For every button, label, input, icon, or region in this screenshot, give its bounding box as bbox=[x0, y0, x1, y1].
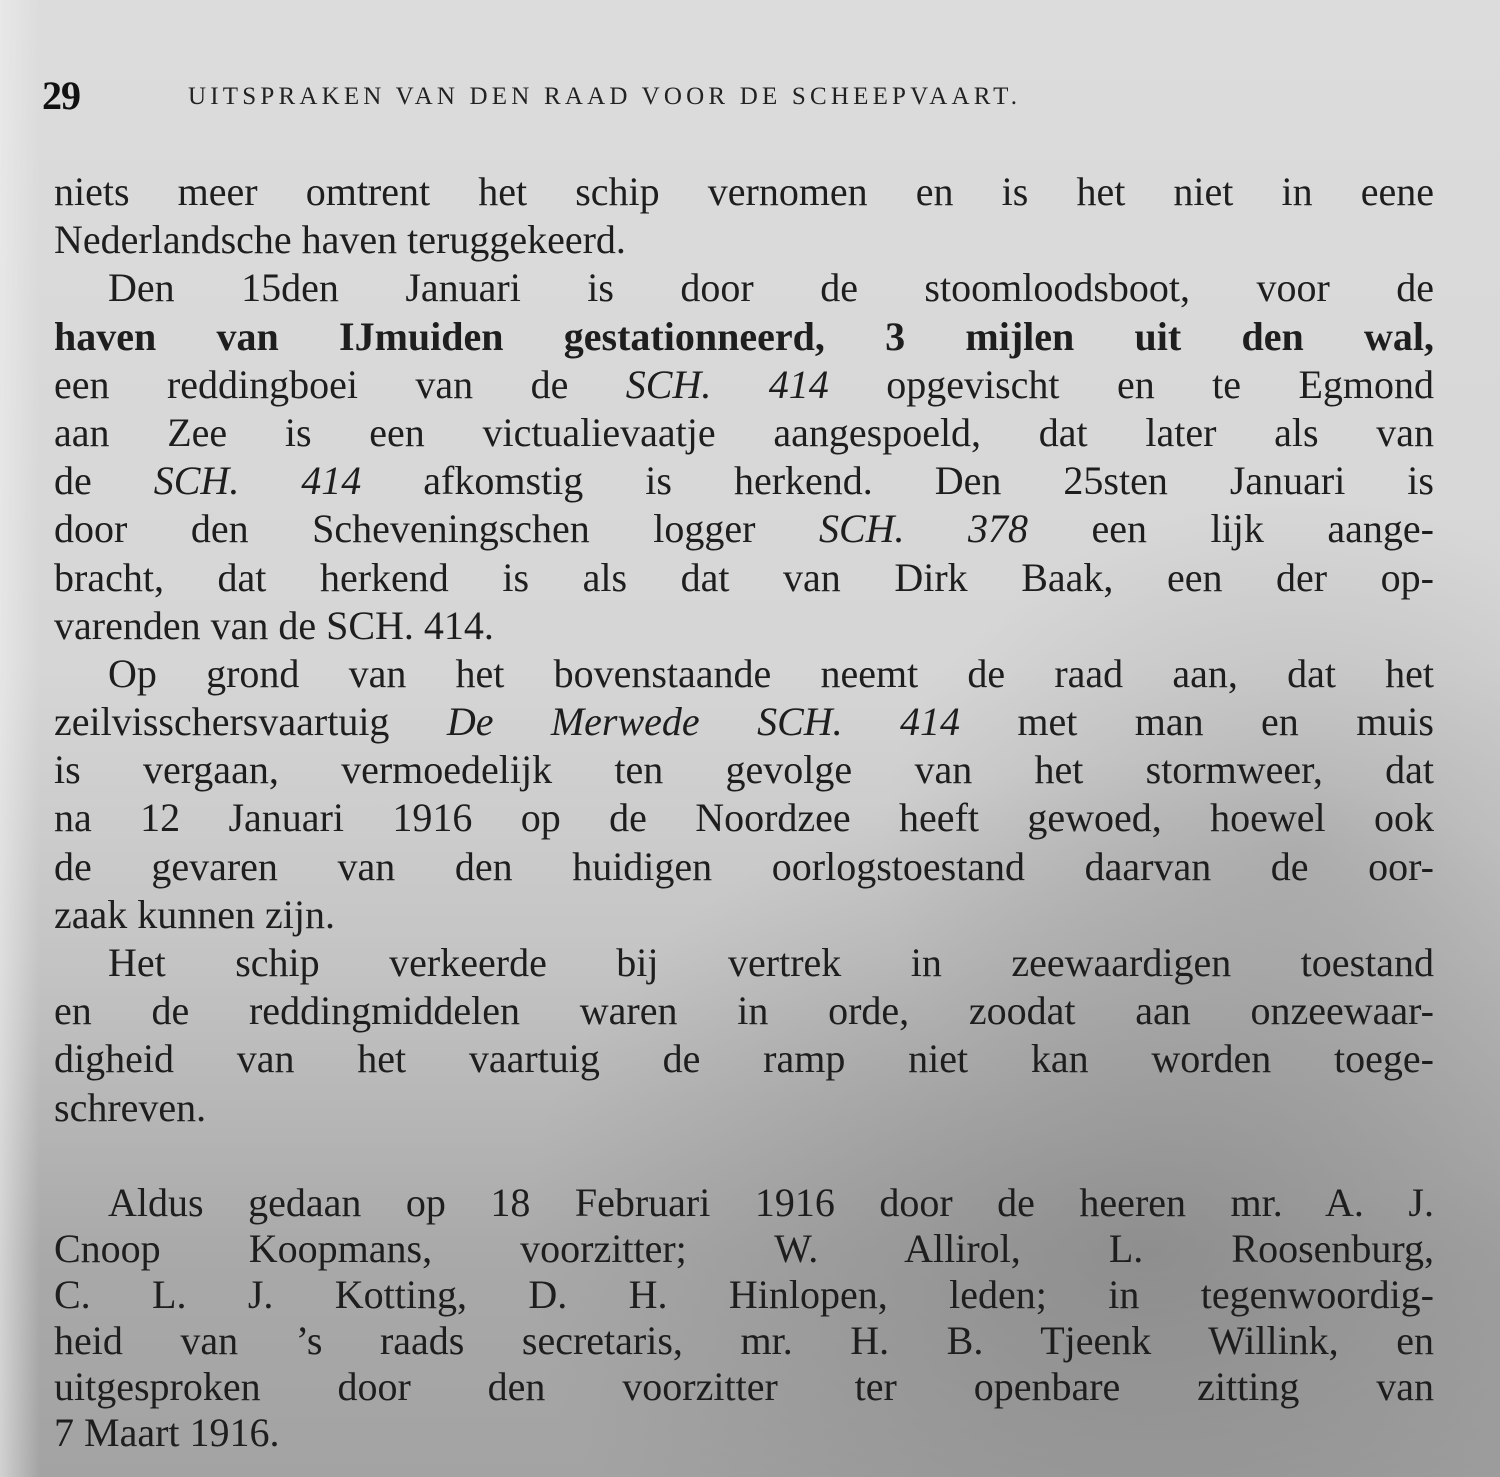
ship-name: De Merwede SCH. 414 bbox=[446, 699, 961, 745]
ship-reference: SCH. 378 bbox=[818, 506, 1029, 552]
text-segment: afkomstig is herkend. Den 25sten Januari is bbox=[361, 458, 1434, 504]
running-title: UITSPRAKEN VAN DEN RAAD VOOR DE SCHEEPVAART. bbox=[188, 83, 1022, 110]
text-line: en de reddingmiddelen waren in orde, zoodat aan onzeewaar- bbox=[54, 988, 1434, 1034]
text-segment: zeilvisschersvaartuig bbox=[54, 699, 447, 745]
paragraph-continuation bbox=[54, 168, 1434, 264]
text-segment: opgevischt en te Egmond bbox=[828, 361, 1434, 407]
text-line: Op grond van het bovenstaande neemt de raad aan, dat het bbox=[108, 650, 1434, 696]
text-line: schreven. bbox=[54, 1084, 207, 1130]
text-line: aan Zee is een victualievaatje aangespoeld, dat later als van bbox=[54, 409, 1434, 455]
text-segment: een lijk aange- bbox=[1028, 506, 1434, 552]
text-line bbox=[54, 361, 1434, 409]
paragraph-seaworthiness bbox=[54, 939, 1434, 1132]
text-line bbox=[54, 457, 1434, 505]
text-line: Het schip verkeerde bij vertrek in zeewaardigen toestand bbox=[108, 940, 1434, 985]
text-line: digheid van het vaartuig de ramp niet kan worden toege- bbox=[54, 1036, 1434, 1082]
ship-reference: SCH. 414 bbox=[625, 361, 829, 407]
text-segment: door den Scheveningschen logger bbox=[54, 506, 819, 552]
text-line: niets meer omtrent het schip vernomen en is het niet in eene bbox=[54, 169, 1434, 214]
text-line: C. L. J. Kotting, D. H. Hinlopen, leden; in tegenwoordig- bbox=[54, 1271, 1434, 1317]
text-line: Cnoop Koopmans, voorzitter; W. Allirol, L. Roosenburg, bbox=[54, 1225, 1434, 1271]
text-line: uitgesproken door den voorzitter ter openbare zitting van bbox=[54, 1363, 1434, 1409]
text-line: Den 15den Januari is door de stoomloodsboot, voor de bbox=[108, 265, 1434, 311]
text-line: Nederlandsche haven teruggekeerd. bbox=[54, 217, 626, 263]
paragraph-gap bbox=[54, 1132, 1434, 1180]
text-line: varenden van de SCH. 414. bbox=[54, 602, 494, 648]
text-line: de gevaren van den huidigen oorlogstoestand daarvan de oor- bbox=[54, 843, 1434, 889]
page-edge-shading bbox=[0, 0, 40, 1477]
text-line: is vergaan, vermoedelijk ten gevolge van het stormweer, dat bbox=[54, 747, 1434, 793]
text-line bbox=[54, 698, 1434, 746]
text-line: zaak kunnen zijn. bbox=[54, 891, 335, 937]
text-line bbox=[54, 505, 1434, 553]
text-line: na 12 Januari 1916 op de Noordzee heeft gewoed, hoewel ook bbox=[54, 795, 1434, 841]
page-header bbox=[40, 72, 1440, 118]
text-line: bracht, dat herkend is als dat van Dirk Baak, een der op- bbox=[54, 554, 1434, 600]
text-line: haven van IJmuiden gestationneerd, 3 mijlen uit den wal, bbox=[54, 313, 1434, 359]
body-text bbox=[54, 168, 1434, 1456]
text-segment: een reddingboei van de bbox=[54, 361, 626, 407]
paragraph-signature bbox=[54, 1180, 1434, 1456]
paragraph-conclusion bbox=[54, 650, 1434, 939]
text-line: heid van ’s raads secretaris, mr. H. B. Tjeenk Willink, en bbox=[54, 1317, 1434, 1363]
page-number: 29 bbox=[42, 73, 80, 118]
text-line: 7 Maart 1916. bbox=[54, 1409, 280, 1455]
text-segment: met man en muis bbox=[960, 699, 1434, 745]
text-line: Aldus gedaan op 18 Februari 1916 door de heeren mr. A. J. bbox=[108, 1179, 1434, 1225]
text-segment: de bbox=[54, 458, 154, 504]
paragraph-findings bbox=[54, 264, 1434, 650]
ship-reference: SCH. 414 bbox=[153, 458, 362, 504]
